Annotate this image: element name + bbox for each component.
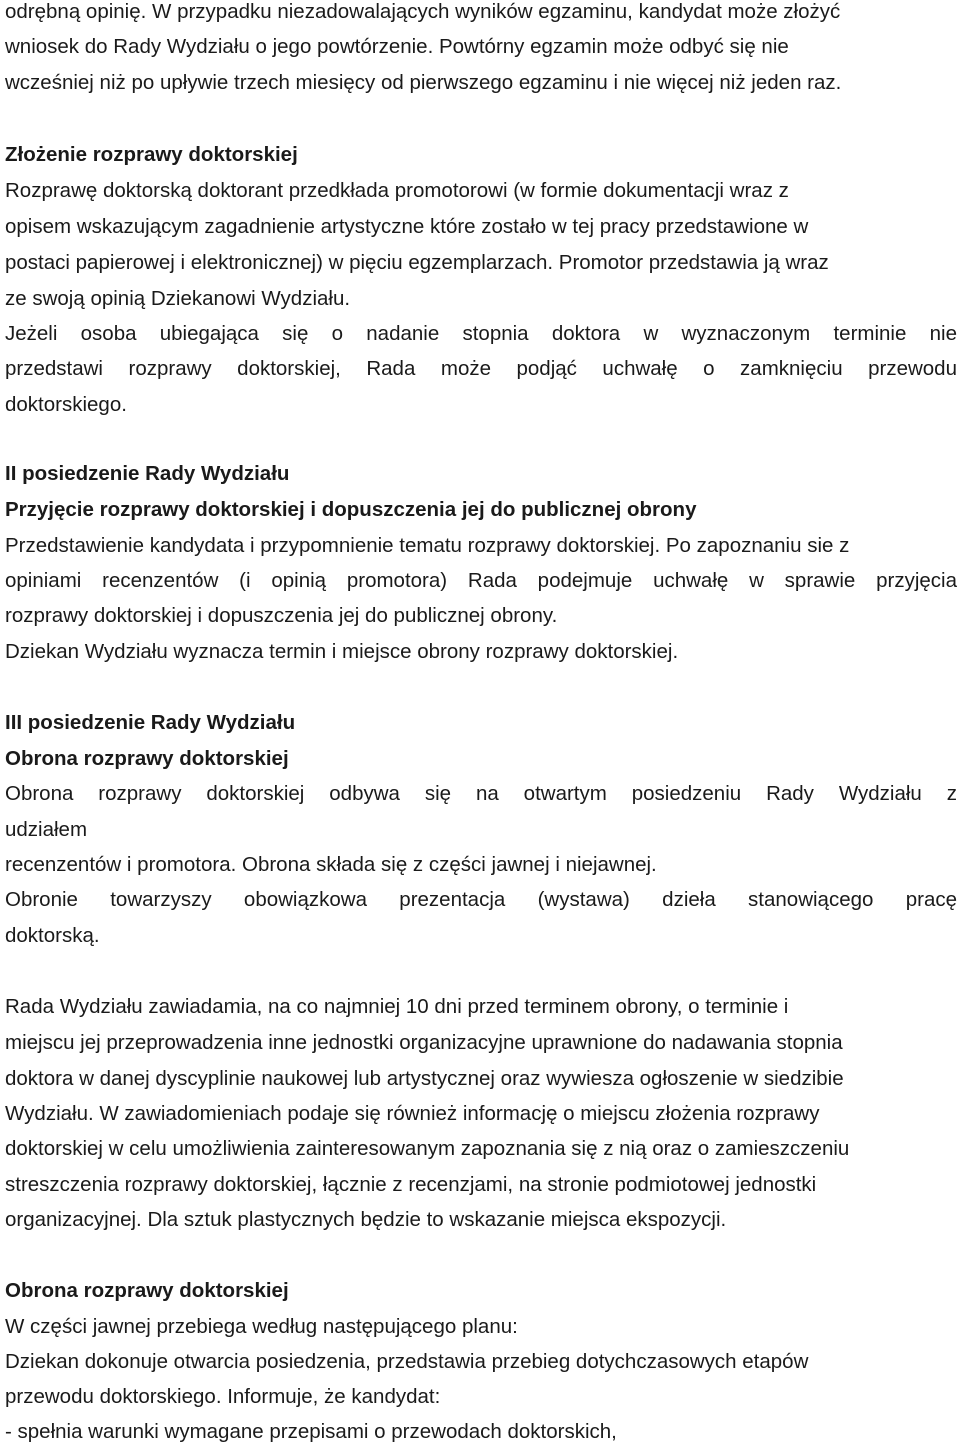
text-line: opisem wskazującym zagadnienie artystyczne które zostało w tej pracy przedstawione w bbox=[5, 215, 809, 238]
text-line: miejscu jej przeprowadzenia inne jednostki organizacyjne uprawnione do nadawania stopnia bbox=[5, 1031, 843, 1054]
text-line: - spełnia warunki wymagane przepisami o przewodach doktorskich, bbox=[5, 1420, 617, 1443]
text-line: rozprawy doktorskiej i dopuszczenia jej do publicznej obrony. bbox=[5, 604, 558, 627]
text-line: Dziekan Wydziału wyznacza termin i miejsce obrony rozprawy doktorskiej. bbox=[5, 640, 679, 663]
text-line: Rada Wydziału zawiadamia, na co najmniej 10 dni przed terminem obrony, o terminie i bbox=[5, 995, 789, 1018]
section-heading: Obrona rozprawy doktorskiej bbox=[5, 1279, 289, 1302]
text-line: udziałem bbox=[5, 818, 88, 841]
text-line: przedstawi rozprawy doktorskiej, Rada może podjąć uchwałę o zamknięciu przewodu bbox=[5, 357, 957, 380]
text-line: doktorską. bbox=[5, 924, 100, 947]
section-heading: II posiedzenie Rady Wydziału bbox=[5, 462, 290, 485]
section-heading: III posiedzenie Rady Wydziału bbox=[5, 711, 296, 734]
text-line: Rozprawę doktorską doktorant przedkłada promotorowi (w formie dokumentacji wraz z bbox=[5, 179, 789, 202]
text-line: postaci papierowej i elektronicznej) w pięciu egzemplarzach. Promotor przedstawia ją wraz bbox=[5, 251, 829, 274]
text-line: odrębną opinię. W przypadku niezadowalających wyników egzaminu, kandydat może złożyć bbox=[5, 0, 841, 23]
text-line: doktorskiej w celu umożliwienia zainteresowanym zapoznania się z nią oraz o zamieszczeniu bbox=[5, 1137, 850, 1160]
section-subheading: Przyjęcie rozprawy doktorskiej i dopuszczenia jej do publicznej obrony bbox=[5, 498, 697, 521]
text-line: doktora w danej dyscyplinie naukowej lub artystycznej oraz wywiesza ogłoszenie w siedzibie bbox=[5, 1067, 844, 1090]
text-line: doktorskiego. bbox=[5, 393, 127, 416]
text-line: ze swoją opinią Dziekanowi Wydziału. bbox=[5, 287, 351, 310]
text-line: W części jawnej przebiega według następującego planu: bbox=[5, 1315, 518, 1338]
text-line: Obrona rozprawy doktorskiej odbywa się na otwartym posiedzeniu Rady Wydziału z bbox=[5, 782, 957, 805]
section-subheading: Obrona rozprawy doktorskiej bbox=[5, 747, 289, 770]
text-line: przewodu doktorskiego. Informuje, że kandydat: bbox=[5, 1385, 441, 1408]
text-line: Wydziału. W zawiadomieniach podaje się również informację o miejscu złożenia rozprawy bbox=[5, 1102, 820, 1125]
text-line: organizacyjnej. Dla sztuk plastycznych będzie to wskazanie miejsca ekspozycji. bbox=[5, 1208, 727, 1231]
text-line: Przedstawienie kandydata i przypomnienie tematu rozprawy doktorskiej. Po zapoznaniu sie z bbox=[5, 534, 850, 557]
text-line: opiniami recenzentów (i opinią promotora) Rada podejmuje uchwałę w sprawie przyjęcia bbox=[5, 569, 957, 592]
text-line: Dziekan dokonuje otwarcia posiedzenia, przedstawia przebieg dotychczasowych etapów bbox=[5, 1350, 809, 1373]
text-line: Obronie towarzyszy obowiązkowa prezentacja (wystawa) dzieła stanowiącego pracę bbox=[5, 888, 957, 911]
text-line: Jeżeli osoba ubiegająca się o nadanie stopnia doktora w wyznaczonym terminie nie bbox=[5, 322, 957, 345]
text-line: wniosek do Rady Wydziału o jego powtórzenie. Powtórny egzamin może odbyć się nie bbox=[5, 35, 789, 58]
text-line: recenzentów i promotora. Obrona składa się z części jawnej i niejawnej. bbox=[5, 853, 657, 876]
section-heading: Złożenie rozprawy doktorskiej bbox=[5, 143, 298, 166]
text-line: streszczenia rozprawy doktorskiej, łącznie z recenzjami, na stronie podmiotowej jednostki bbox=[5, 1173, 817, 1196]
text-line: wcześniej niż po upływie trzech miesięcy od pierwszego egzaminu i nie więcej niż jeden raz. bbox=[5, 71, 842, 94]
